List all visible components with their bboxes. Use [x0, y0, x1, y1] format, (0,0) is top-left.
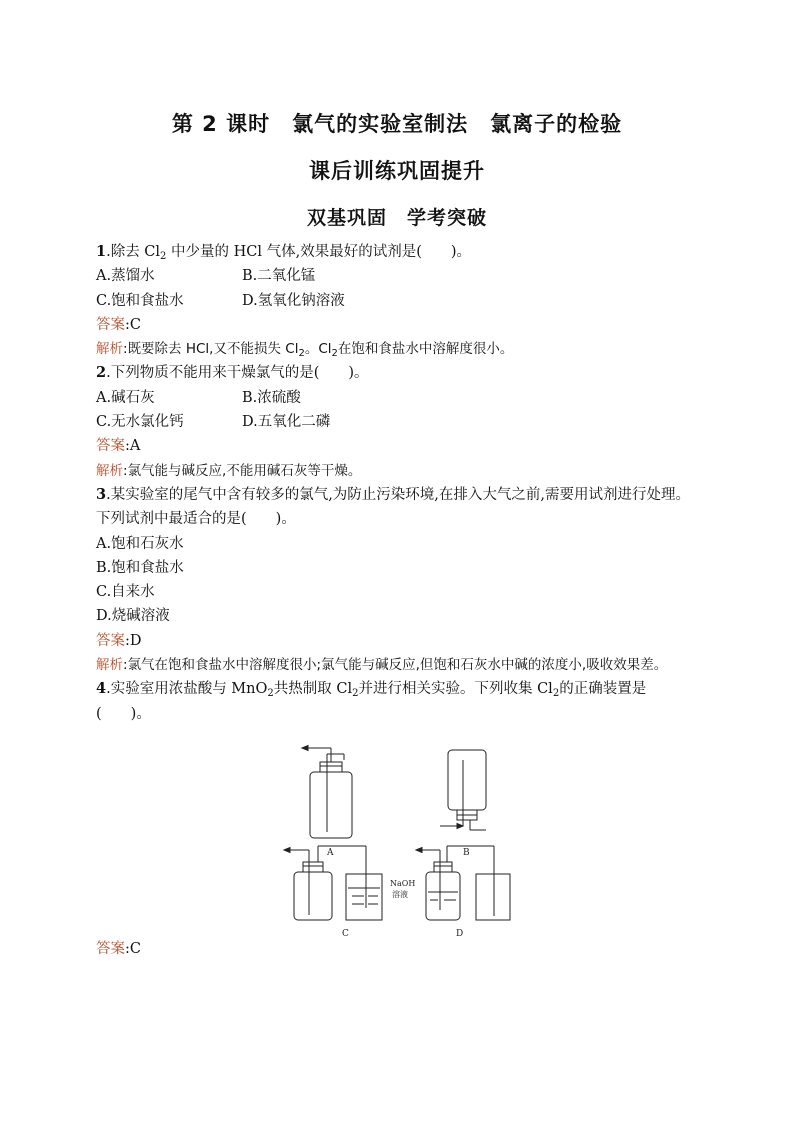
- apparatus-c: [284, 846, 382, 939]
- question-2-options-ab: [96, 386, 700, 410]
- question-1-stem: 1.除去 $Cl_2$ 中少量的 HCl 气体,效果最好的试剂是( )。: [96, 243, 472, 262]
- question-2-stem: 2.下列物质不能用来干燥氯气的是( )。: [96, 364, 369, 382]
- section-heading: 双基巩固 学考突破: [306, 207, 487, 229]
- question-4-stem: 4.实验室用浓盐酸与 MnO$_2$共热制取 $Cl_2$并进行相关实验。下列收集 $Cl_2$的正确装置是( )。: [96, 680, 647, 722]
- question-3-stem: 3.某实验室的尾气中含有较多的氯气,为防止污染环境,在排入大气之前,需要用试剂进行处理。下列试剂中最适合的是( )。: [96, 485, 691, 528]
- option-c: C.无水氯化钙: [96, 414, 184, 431]
- question-3-answer: 答案:D: [96, 632, 142, 649]
- solution-label: 溶液: [392, 890, 408, 899]
- question-1-options-cd: [96, 289, 700, 313]
- option-d: D.五氧化二磷: [242, 414, 331, 431]
- apparatus-d: [416, 846, 510, 939]
- question-4-answer: 答案:C: [96, 941, 141, 957]
- apparatus-a: [302, 746, 352, 859]
- question-3-option-a: A.饱和石灰水: [96, 535, 184, 552]
- label-b: B: [463, 848, 470, 858]
- option-d: D.氢氧化钠溶液: [242, 292, 345, 309]
- question-3-option-d: D.烧碱溶液: [96, 608, 170, 625]
- lesson-subtitle: 课后训练巩固提升: [309, 159, 485, 183]
- lesson-title: 第 2 课时 氯气的实验室制法 氯离子的检验: [171, 112, 623, 136]
- option-b: B.浓硫酸: [242, 389, 301, 406]
- question-1-answer: 答案:C: [96, 316, 141, 333]
- apparatus-b: [440, 750, 486, 858]
- question-2-options-cd: [96, 410, 700, 434]
- question-2-answer: 答案:A: [96, 438, 141, 455]
- question-2-explanation: 解析:氯气能与碱反应,不能用碱石灰等干燥。: [96, 462, 362, 479]
- option-c: C.饱和食盐水: [96, 292, 184, 309]
- label-d: D: [456, 929, 464, 939]
- label-c: C: [342, 929, 349, 939]
- option-a: A.碱石灰: [96, 389, 155, 406]
- label-a: A: [327, 848, 334, 858]
- naoh-label: NaOH: [390, 879, 416, 888]
- question-1-options-ab: [96, 264, 700, 288]
- question-list: [96, 240, 700, 726]
- option-a: A.蒸馏水: [96, 268, 155, 285]
- gas-collection-apparatus-figure: [280, 740, 520, 940]
- question-1-explanation: 解析:既要除去 HCl,又不能损失 $Cl_2$。$Cl_2$在饱和食盐水中溶解度很小。: [96, 341, 514, 360]
- question-3-option-b: B.饱和食盐水: [96, 559, 184, 576]
- question-3-explanation: 解析:氯气在饱和食盐水中溶解度很小;氯气能与碱反应,但饱和石灰水中碱的浓度小,吸收效果差。: [96, 657, 668, 674]
- question-3-option-c: C.自来水: [96, 584, 155, 601]
- option-b: B.二氧化锰: [242, 268, 316, 285]
